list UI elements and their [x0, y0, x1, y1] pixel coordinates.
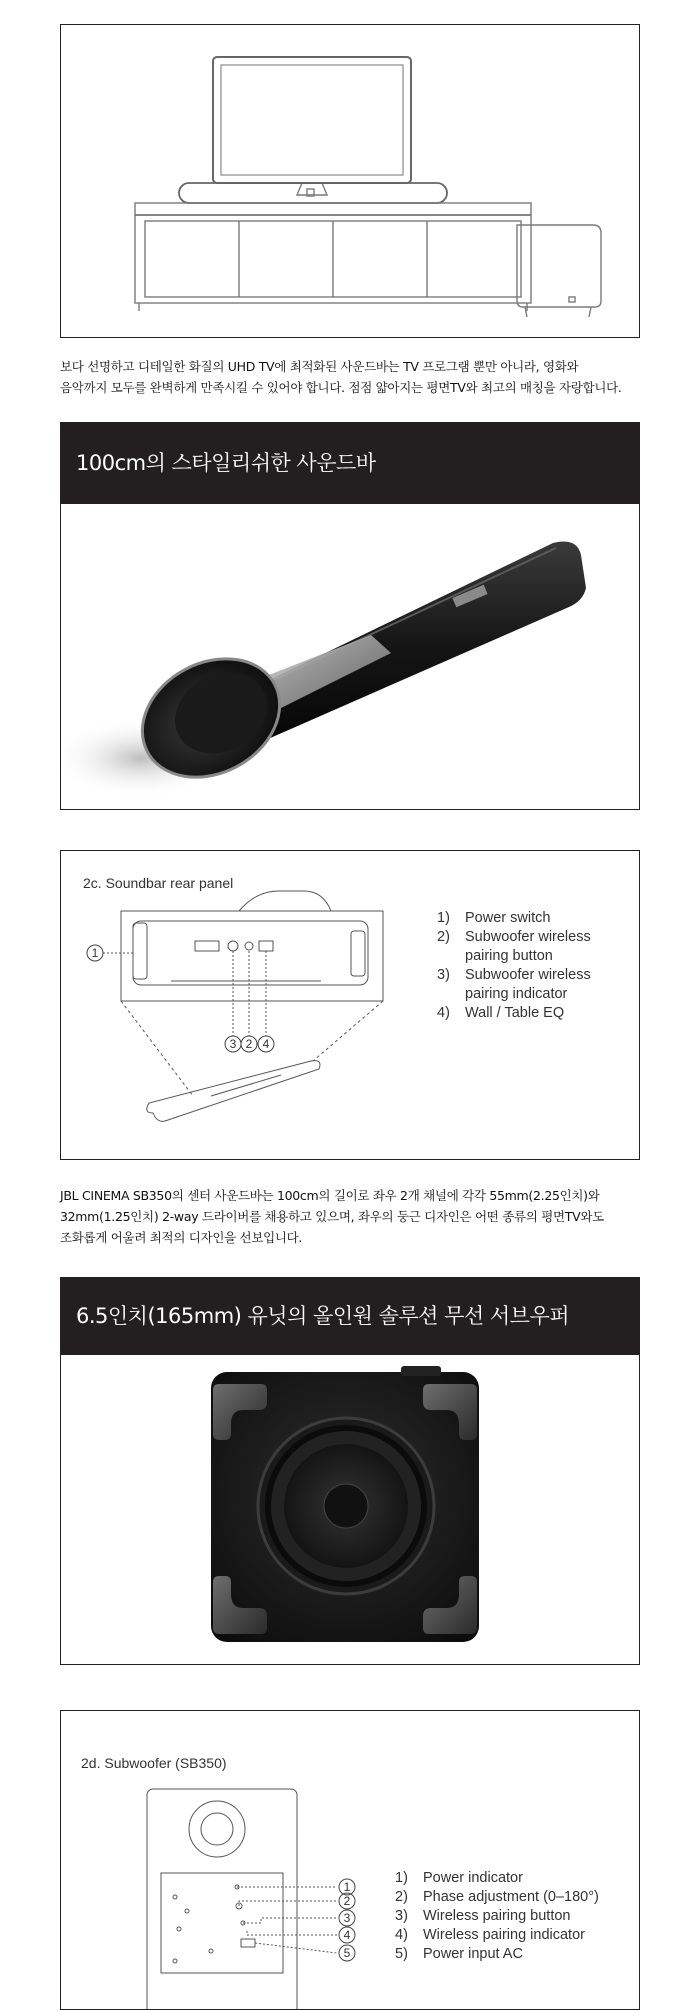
- legend-text: Power switch: [465, 910, 551, 926]
- legend-text: Power input AC: [423, 1946, 523, 1962]
- sub-callout-2: 2: [343, 1894, 351, 1908]
- section1-title-bar: [60, 422, 640, 504]
- legend-item: [395, 1888, 625, 1907]
- subwoofer-photo-box: [60, 1354, 640, 1665]
- rear-panel-caption: 2c. Soundbar rear panel: [83, 875, 234, 891]
- section2-title-bar: [60, 1277, 640, 1355]
- legend-num: 2): [395, 1889, 408, 1905]
- legend-num: 3): [395, 1908, 408, 1924]
- legend-num: 5): [395, 1946, 408, 1962]
- legend-item: [437, 909, 627, 928]
- legend-item: [437, 1004, 627, 1023]
- subwoofer-diagram: [61, 1711, 640, 2010]
- subwoofer-caption: 2d. Subwoofer (SB350): [81, 1755, 227, 1771]
- legend-num: 1): [437, 910, 450, 926]
- legend-num: 4): [437, 1005, 450, 1021]
- subwoofer-legend: [395, 1869, 625, 1964]
- rear-panel-legend: [437, 909, 627, 1023]
- body-line-3: 조화롭게 어울려 최적의 디자인을 선보입니다.: [60, 1230, 303, 1245]
- soundbar-photo-box: [60, 503, 640, 810]
- legend-item: [395, 1926, 625, 1945]
- section2-title: 6.5인치(165mm) 유닛의 올인원 솔루션 무선 서브우퍼: [76, 1304, 570, 1328]
- tv-setup-illustration-box: [60, 24, 640, 338]
- legend-item: [437, 928, 627, 966]
- legend-num: 4): [395, 1927, 408, 1943]
- soundbar-photo: [61, 503, 640, 810]
- rear-callout-2: 2: [245, 1037, 253, 1051]
- legend-num: 3): [437, 967, 450, 983]
- rear-callout-4: 4: [262, 1037, 270, 1051]
- legend-text: Wireless pairing button: [423, 1908, 571, 1924]
- intro-paragraph: [60, 356, 650, 398]
- legend-text: Power indicator: [423, 1870, 523, 1886]
- legend-text: Subwoofer wireless pairing indicator: [465, 967, 591, 1002]
- sub-callout-1: 1: [343, 1880, 351, 1894]
- legend-item: [437, 966, 627, 1004]
- subwoofer-diagram-box: [60, 1710, 640, 2010]
- legend-text: Wireless pairing indicator: [423, 1927, 585, 1943]
- legend-text: Subwoofer wireless pairing button: [465, 929, 591, 964]
- intro-line-2: 음악까지 모두를 완벽하게 만족시킬 수 있어야 합니다. 점점 얇아지는 평면TV와 최고의 매칭을 자랑합니다.: [60, 380, 622, 395]
- legend-item: [395, 1945, 625, 1964]
- rear-callout-3: 3: [229, 1037, 237, 1051]
- subwoofer-photo: [61, 1354, 640, 1665]
- rear-panel-diagram-box: [60, 850, 640, 1160]
- tv-setup-illustration: [61, 25, 640, 338]
- body-line-2: 32mm(1.25인치) 2-way 드라이버를 채용하고 있으며, 좌우의 둥근 디자인은 어떤 종류의 평면TV와도: [60, 1209, 604, 1224]
- intro-line-1: 보다 선명하고 디테일한 화질의 UHD TV에 최적화된 사운드바는 TV 프로그램 뿐만 아니라, 영화와: [60, 359, 579, 374]
- sub-callout-4: 4: [343, 1928, 351, 1942]
- legend-item: [395, 1869, 625, 1888]
- legend-item: [395, 1907, 625, 1926]
- section1-title: 100cm의 스타일리쉬한 사운드바: [76, 451, 376, 475]
- legend-num: 2): [437, 929, 450, 945]
- legend-text: Phase adjustment (0–180°): [423, 1889, 599, 1905]
- sub-callout-5: 5: [343, 1946, 351, 1960]
- legend-num: 1): [395, 1870, 408, 1886]
- body-paragraph: [60, 1185, 650, 1248]
- legend-text: Wall / Table EQ: [465, 1005, 565, 1021]
- rear-callout-1: 1: [91, 946, 99, 960]
- sub-callout-3: 3: [343, 1911, 351, 1925]
- body-line-1: JBL CINEMA SB350의 센터 사운드바는 100cm의 길이로 좌우 2개 채널에 각각 55mm(2.25인치)와: [60, 1188, 600, 1203]
